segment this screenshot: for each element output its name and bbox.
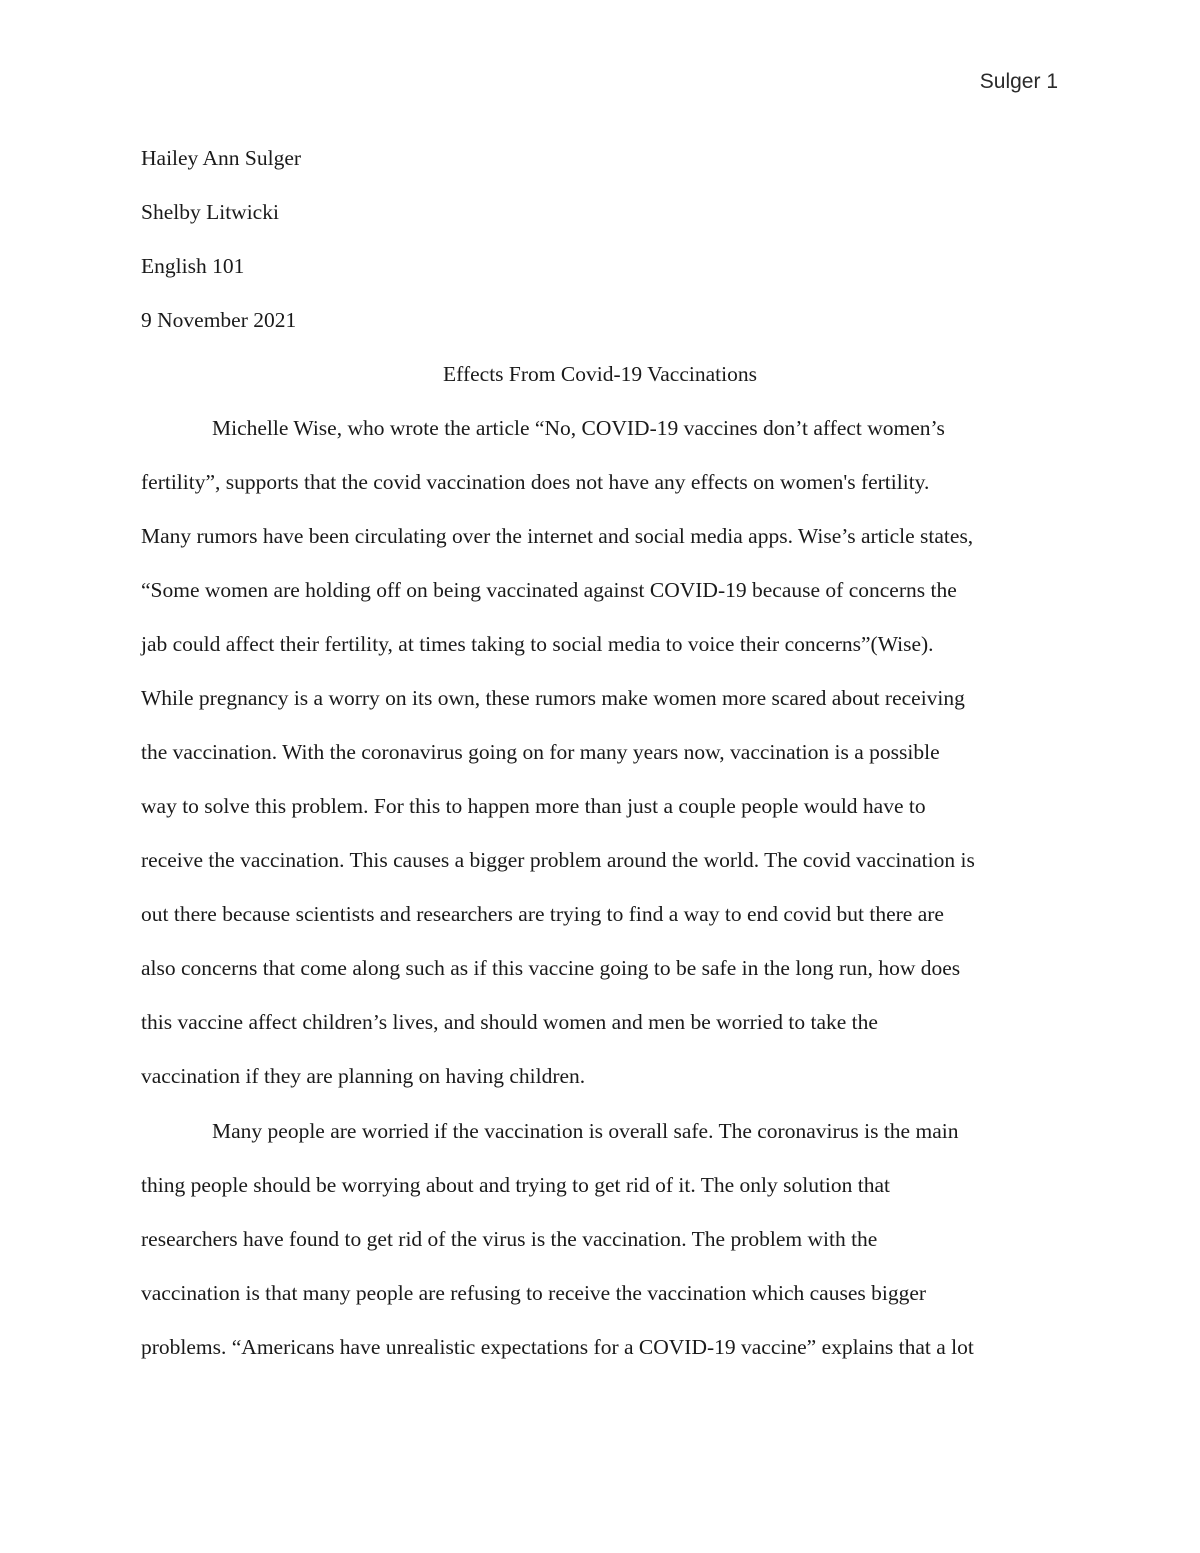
heading-student-name: Hailey Ann Sulger: [141, 146, 302, 170]
heading-course: English 101: [141, 254, 245, 278]
paragraph-line: also concerns that come along such as if this vaccine going to be safe in the long run, how does: [141, 956, 961, 980]
heading-instructor: Shelby Litwicki: [141, 200, 279, 224]
paragraph-line: While pregnancy is a worry on its own, these rumors make women more scared about receiving: [141, 686, 965, 710]
paragraph-line: out there because scientists and researchers are trying to find a way to end covid but there are: [141, 902, 944, 926]
paragraph-line: way to solve this problem. For this to happen more than just a couple people would have to: [141, 794, 926, 818]
paragraph-line: “Some women are holding off on being vaccinated against COVID-19 because of concerns the: [141, 578, 957, 602]
paragraph-line: fertility”, supports that the covid vaccination does not have any effects on women's fertility.: [141, 470, 930, 494]
page-header-number: Sulger 1: [979, 70, 1058, 93]
paragraph-line: problems. “Americans have unrealistic expectations for a COVID-19 vaccine” explains that a lot: [141, 1335, 974, 1359]
paragraph-line: jab could affect their fertility, at times taking to social media to voice their concerns”(Wise).: [141, 632, 934, 656]
paragraph-line: vaccination is that many people are refusing to receive the vaccination which causes bigger: [141, 1281, 927, 1305]
paragraph-line: Michelle Wise, who wrote the article “No, COVID-19 vaccines don’t affect women’s: [212, 416, 945, 440]
paragraph-line: Many rumors have been circulating over the internet and social media apps. Wise’s article states,: [141, 524, 974, 548]
paragraph-line: researchers have found to get rid of the virus is the vaccination. The problem with the: [141, 1227, 878, 1251]
paragraph-line: receive the vaccination. This causes a bigger problem around the world. The covid vaccination is: [141, 848, 975, 872]
paragraph-line: vaccination if they are planning on having children.: [141, 1064, 586, 1088]
essay-title: Effects From Covid-19 Vaccinations: [443, 362, 757, 386]
paragraph-line: thing people should be worrying about and trying to get rid of it. The only solution that: [141, 1173, 891, 1197]
paragraph-line: the vaccination. With the coronavirus going on for many years now, vaccination is a possible: [141, 740, 940, 764]
paragraph-line: this vaccine affect children’s lives, and should women and men be worried to take the: [141, 1010, 878, 1034]
heading-date: 9 November 2021: [141, 308, 297, 332]
paragraph-line: Many people are worried if the vaccination is overall safe. The coronavirus is the main: [212, 1119, 959, 1143]
